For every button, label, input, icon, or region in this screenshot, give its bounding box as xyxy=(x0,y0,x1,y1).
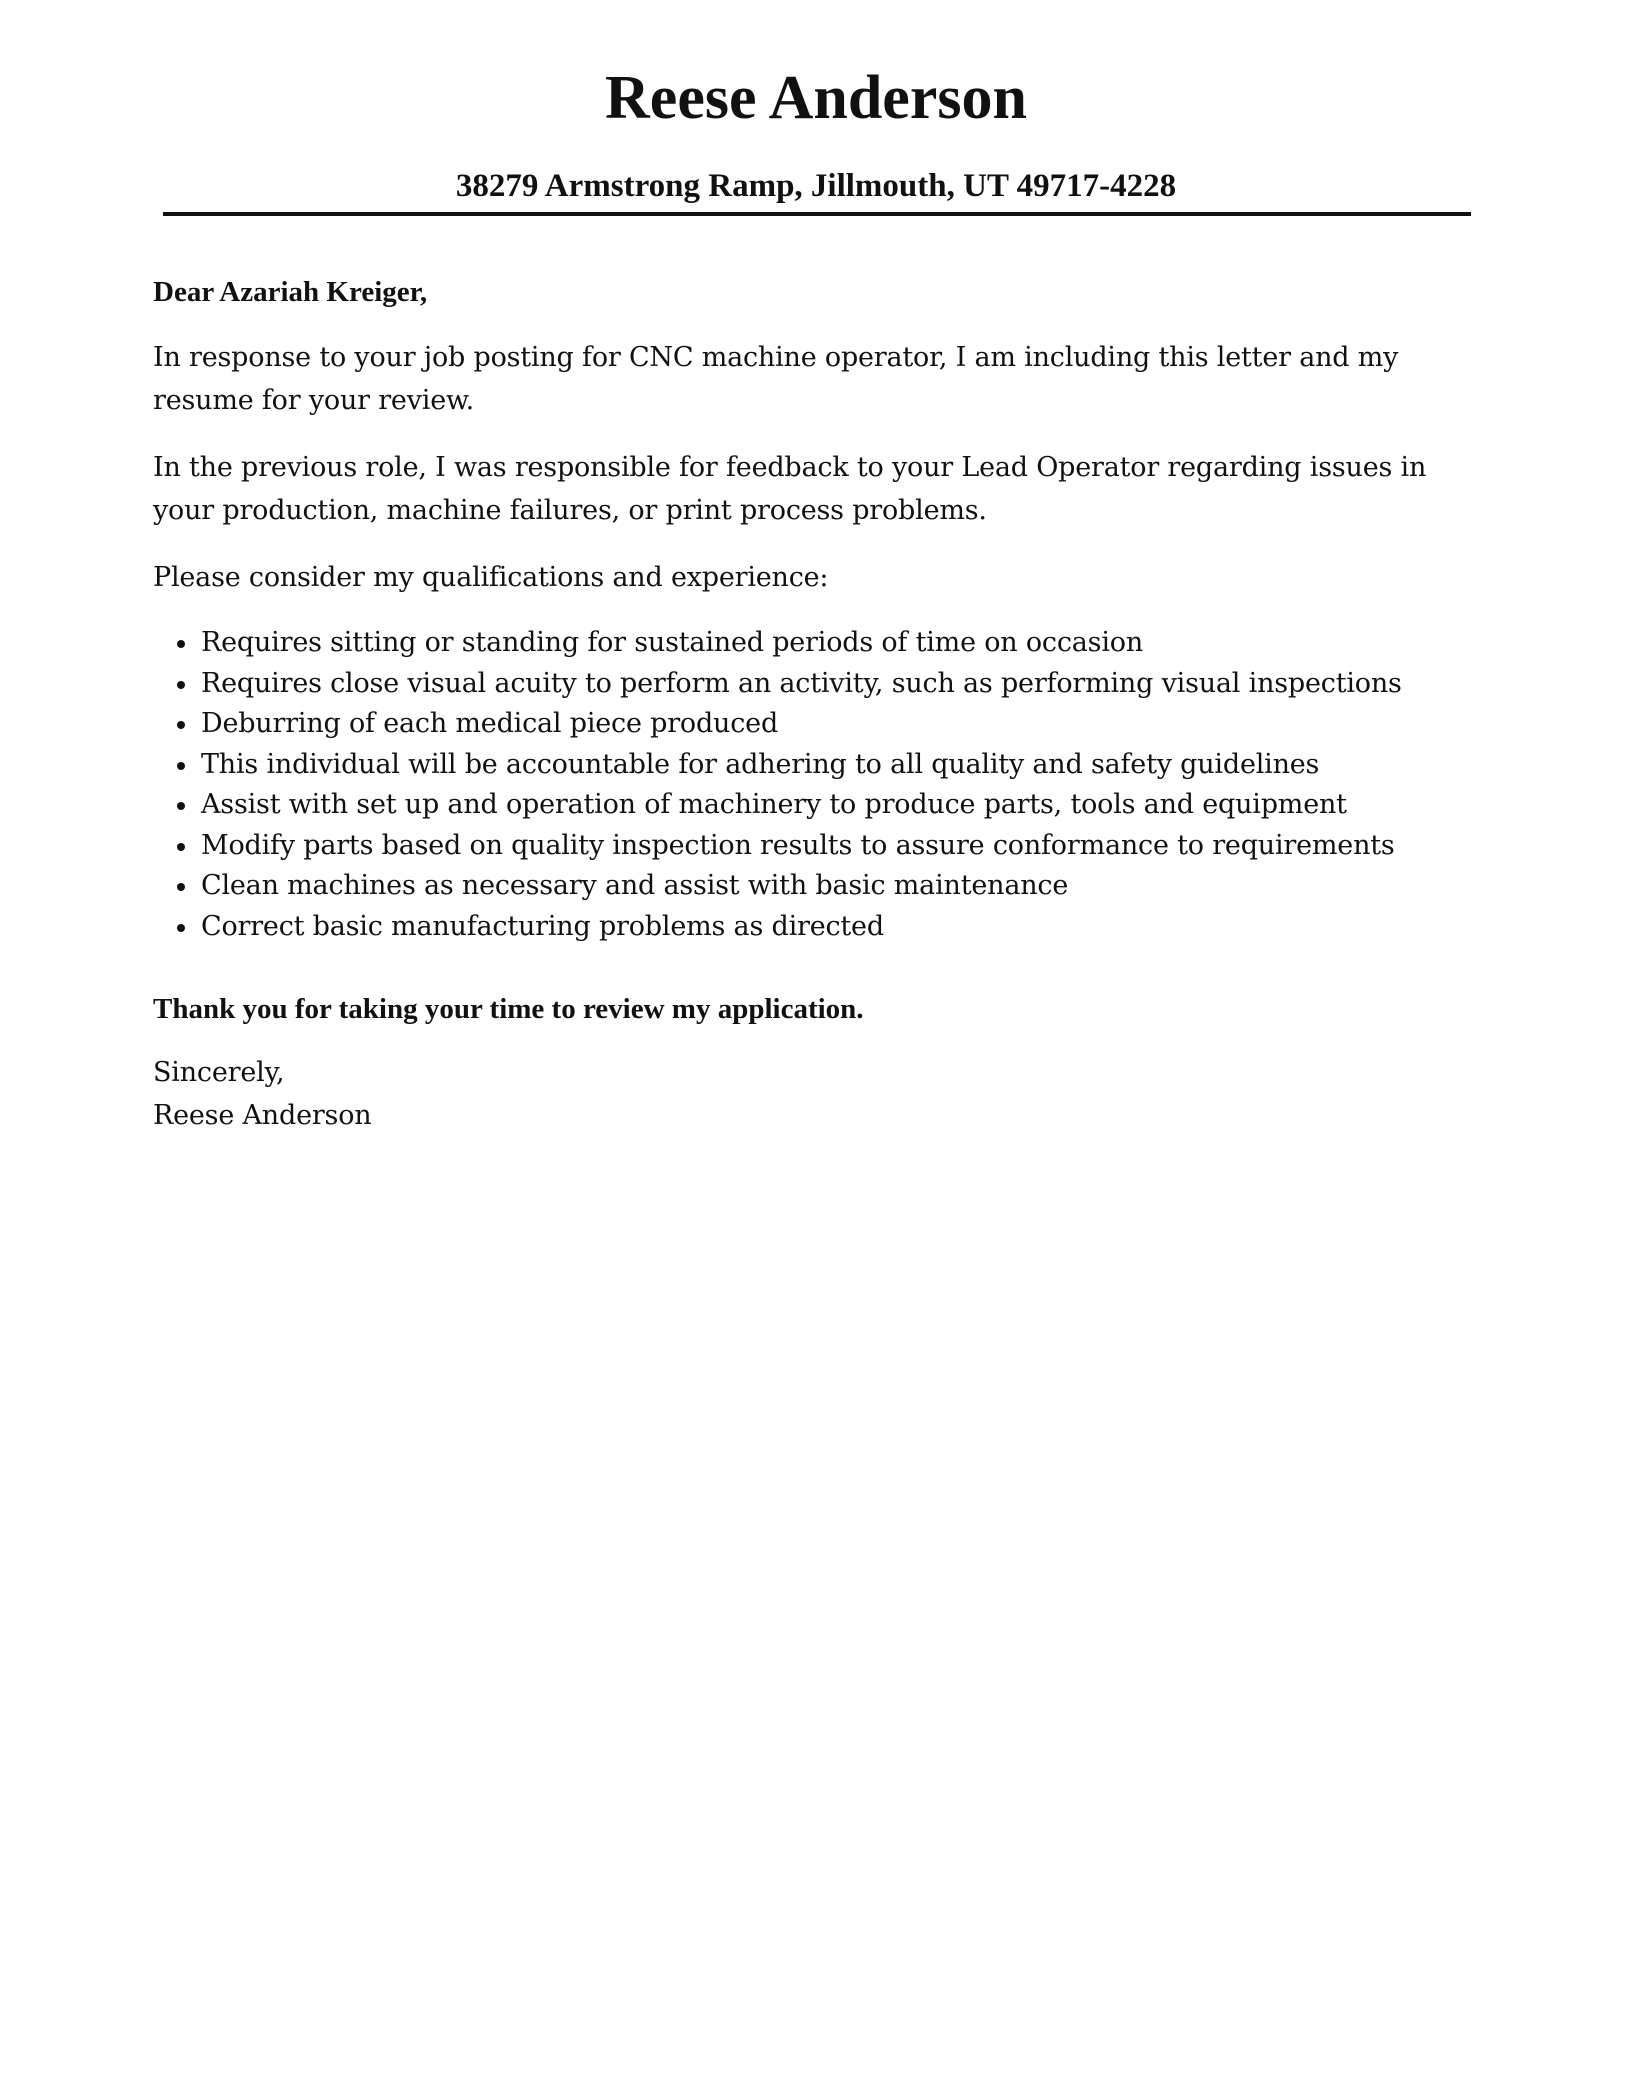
bullet-icon xyxy=(177,721,185,729)
list-item-text: Requires close visual acuity to perform an activity, such as performing visual inspections xyxy=(201,667,1402,699)
list-item xyxy=(153,785,1483,826)
list-item xyxy=(153,664,1483,705)
letter-body xyxy=(153,270,1483,1137)
bullet-icon xyxy=(177,762,185,770)
greeting: Dear Azariah Kreiger, xyxy=(153,276,428,308)
list-item xyxy=(153,623,1483,664)
list-item-text: Requires sitting or standing for sustained periods of time on occasion xyxy=(201,627,1144,658)
list-item xyxy=(153,704,1483,745)
list-item-text: This individual will be accountable for adhering to all quality and safety guidelines xyxy=(201,748,1320,780)
list-item-text: Clean machines as necessary and assist with basic maintenance xyxy=(201,870,1069,901)
paragraph-qualifications-lead: Please consider my qualifications and experience: xyxy=(153,562,829,593)
bullet-icon xyxy=(177,681,185,689)
list-item-text: Modify parts based on quality inspection results to assure conformance to requirements xyxy=(201,829,1395,861)
paragraph-intro: In response to your job posting for CNC machine operator, I am including this letter and my resume for your review. xyxy=(153,342,1399,416)
list-item xyxy=(153,866,1483,907)
bullet-icon xyxy=(177,883,185,891)
list-item xyxy=(153,826,1483,867)
list-item-text: Correct basic manufacturing problems as directed xyxy=(201,910,884,942)
bullet-icon xyxy=(177,924,185,932)
closing: Sincerely, xyxy=(153,1057,285,1088)
bullet-icon xyxy=(177,843,185,851)
list-item xyxy=(153,907,1483,948)
bullet-icon xyxy=(177,802,185,810)
paragraph-previous-role: In the previous role, I was responsible for feedback to your Lead Operator regarding issues in your production, machine failures, or print process problems. xyxy=(153,452,1427,526)
applicant-address: 38279 Armstrong Ramp, Jillmouth, UT 49717-4228 xyxy=(455,168,1177,204)
list-item-text: Deburring of each medical piece produced xyxy=(201,708,779,739)
header-divider xyxy=(163,212,1471,216)
signature: Reese Anderson xyxy=(153,1100,372,1131)
list-item-text: Assist with set up and operation of machinery to produce parts, tools and equipment xyxy=(201,789,1347,820)
bullet-icon xyxy=(177,640,185,648)
list-item xyxy=(153,745,1483,786)
qualifications-list xyxy=(153,623,1483,947)
thank-you-line: Thank you for taking your time to review my application. xyxy=(153,993,864,1025)
applicant-name: Reese Anderson xyxy=(605,64,1027,132)
